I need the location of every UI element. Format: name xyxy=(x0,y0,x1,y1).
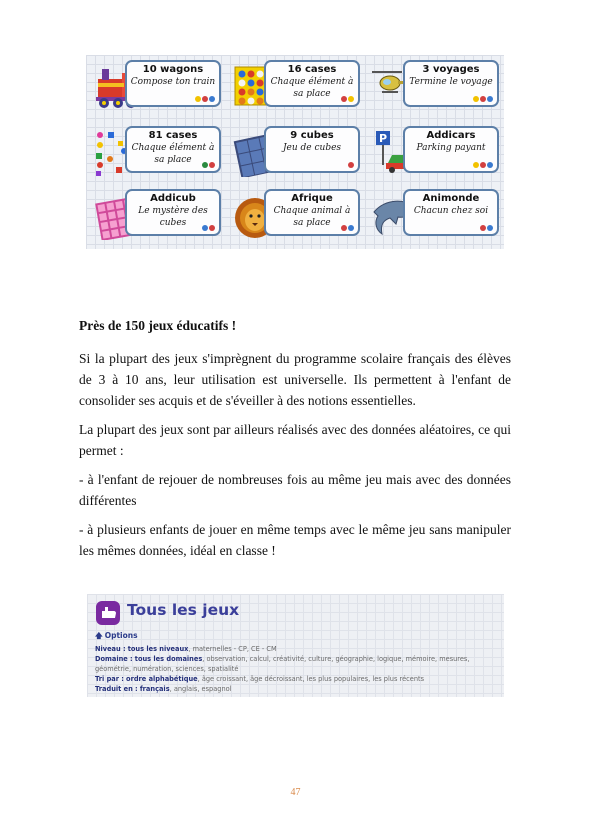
game-title: 81 cases xyxy=(148,130,198,141)
game-card-label xyxy=(264,189,360,236)
game-card[interactable] xyxy=(229,57,362,112)
game-badges xyxy=(480,225,493,231)
game-card[interactable] xyxy=(368,123,501,178)
game-card[interactable] xyxy=(90,57,223,112)
game-title: 10 wagons xyxy=(142,64,204,75)
options-label: Options xyxy=(104,631,138,640)
game-subtitle: Chacun chez soi xyxy=(413,206,489,216)
paragraph: Si la plupart des jeux s'imprègnent du programme scolaire français des élèves de 3 à 10 ans, leur utilisation est universelle. Ils permettent à l'enfant de consolider ses acquis et de s'éveiller à des notions essentielles. xyxy=(79,351,511,408)
game-badges xyxy=(341,225,354,231)
game-subtitle: Chaque élément à sa place xyxy=(270,77,354,99)
filter-niveau[interactable]: Niveau : tous les niveaux, maternelles - CP, CE - CM xyxy=(95,645,277,653)
game-title: Addicub xyxy=(150,193,196,204)
game-card-label xyxy=(403,60,499,107)
game-card[interactable] xyxy=(90,186,223,241)
game-card-label xyxy=(403,126,499,173)
game-badges xyxy=(202,162,215,168)
game-card-label xyxy=(264,60,360,107)
svg-text:P: P xyxy=(378,132,388,145)
game-card[interactable] xyxy=(368,186,501,241)
game-subtitle: Termine le voyage xyxy=(409,77,493,87)
game-card[interactable] xyxy=(90,123,223,178)
hand-logo-icon xyxy=(95,600,121,626)
game-title: 3 voyages xyxy=(422,64,480,75)
filter-traduit[interactable]: Traduit en : français, anglais, espagnol xyxy=(95,685,232,693)
game-title: Animonde xyxy=(422,193,480,204)
page-number: 47 xyxy=(290,787,301,798)
game-card-label xyxy=(125,60,221,107)
game-card-label xyxy=(403,189,499,236)
filter-domaine[interactable]: Domaine : tous les domaines, observation, calcul, créativité, culture, géographie, logique, mémoire, mesures, géométrie, numération, sciences, spatialité xyxy=(95,655,470,673)
game-badges xyxy=(348,162,354,168)
game-title: 9 cubes xyxy=(290,130,334,141)
game-badges xyxy=(202,225,215,231)
game-badges xyxy=(473,96,493,102)
game-badges xyxy=(473,162,493,168)
game-subtitle: Parking payant xyxy=(416,143,486,153)
game-title: 16 cases xyxy=(287,64,337,75)
game-card[interactable] xyxy=(229,123,362,178)
game-card[interactable] xyxy=(229,186,362,241)
game-subtitle: Chaque animal à sa place xyxy=(273,206,351,228)
paragraph: - à l'enfant de rejouer de nombreuses fois au même jeu mais avec des données différentes xyxy=(79,472,511,508)
paragraph: La plupart des jeux sont par ailleurs réalisés avec des données aléatoires, ce qui permet : xyxy=(79,422,511,458)
panel-title: Tous les jeux xyxy=(127,601,240,619)
tous-les-jeux-screenshot xyxy=(87,594,504,697)
game-title: Addicars xyxy=(426,130,476,141)
game-title: Afrique xyxy=(291,193,333,204)
game-card-label xyxy=(264,126,360,173)
game-subtitle: Chaque élément à sa place xyxy=(131,143,215,165)
game-card-label xyxy=(125,189,221,236)
game-card[interactable] xyxy=(368,57,501,112)
game-card-label xyxy=(125,126,221,173)
options-toggle[interactable] xyxy=(95,630,138,643)
game-subtitle: Le mystère des cubes xyxy=(138,206,208,228)
game-badges xyxy=(341,96,354,102)
filter-tri[interactable]: Tri par : ordre alphabétique, âge croissant, âge décroissant, les plus populaires, les plus récents xyxy=(95,675,425,683)
up-arrow-icon: 🡅 xyxy=(95,631,103,640)
game-badges xyxy=(195,96,215,102)
game-subtitle: Jeu de cubes xyxy=(282,143,342,153)
games-grid-screenshot xyxy=(86,55,504,249)
paragraph: - à plusieurs enfants de jouer en même temps avec le même jeu sans manipuler les mêmes données, idéal en classe ! xyxy=(79,522,511,558)
section-heading: Près de 150 jeux éducatifs ! xyxy=(79,318,237,333)
game-subtitle: Compose ton train xyxy=(130,77,216,87)
